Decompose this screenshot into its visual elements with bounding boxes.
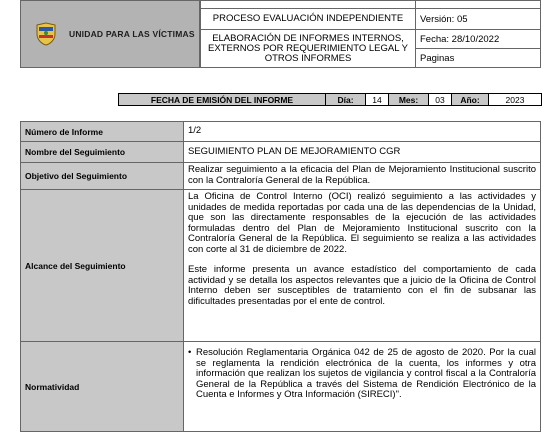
org-logo-cell [20, 0, 200, 68]
regulations-label: Normatividad [21, 342, 184, 431]
process-name: PROCESO EVALUACIÓN INDEPENDIENTE [200, 8, 416, 30]
objective-row [20, 163, 541, 190]
header-top-blank-right [415, 0, 541, 8]
regulations-value [184, 342, 540, 431]
report-number-row [20, 121, 541, 142]
header-top-blank [200, 0, 416, 8]
day-value: 14 [366, 94, 389, 105]
version-label: Versión: 05 [415, 8, 541, 30]
day-label: Día: [326, 94, 366, 105]
scope-row [20, 190, 541, 342]
scope-label: Alcance del Seguimiento [21, 190, 184, 341]
month-label: Mes: [389, 94, 429, 105]
year-label: Año: [452, 94, 489, 105]
regulation-list-item [188, 348, 536, 401]
procedure-name: ELABORACIÓN DE INFORMES INTERNOS, EXTERNOS POR REQUERIMIENTO LEGAL Y OTROS INFORMES [200, 29, 416, 68]
tracking-name-row [20, 142, 541, 163]
report-number-label: Número de Informe [21, 122, 184, 141]
scope-paragraph-1: La Oficina de Control Interno (OCI) realizó seguimiento a las actividades y unidades de medida reportadas por cada una de las dependencias de la Unidad, que son las directamente responsables de la ejecución de las actividades formuladas dentro del Plan de Mejoramiento Institucional suscrito con la Contraloría General de la República. El seguimiento se realiza a las actividades con corte al 31 de diciembre de 2022. [188, 191, 536, 255]
regulation-text: Resolución Reglamentaria Orgánica 042 de 25 de agosto de 2020. Por la cual se reglamenta la rendición electrónica de la cuenta, los informes y otra información que realizan los sujetos de vigilancia y control fiscal a la Contraloría General de la República a través del Sistema de Rendición Electrónico de la Cuenta e Informes y Otra Información (SIRECI)". [196, 347, 536, 400]
month-value: 03 [429, 94, 452, 105]
pages-label: Paginas [415, 48, 541, 68]
objective-label: Objetivo del Seguimiento [21, 163, 184, 189]
emission-date-row [118, 93, 542, 106]
emission-label: FECHA DE EMISIÓN DEL INFORME [119, 94, 326, 105]
date-label: Fecha: 28/10/2022 [415, 29, 541, 49]
tracking-name-label: Nombre del Seguimiento [21, 142, 184, 162]
objective-value: Realizar seguimiento a la eficacia del Plan de Mejoramiento Institucional suscrito con la Contraloría General de la República. [188, 164, 536, 186]
scope-value [184, 190, 540, 341]
bullet-icon: • [188, 347, 192, 358]
scope-paragraph-2: Este informe presenta un avance estadístico del comportamiento de cada actividad y se detalla los aspectos relevantes que a juicio de la Oficina de Control Interno deben ser susceptibles de tratamiento con el fin de subsanar las dificultades presentadas por el ente de control. [188, 264, 536, 307]
year-value: 2023 [505, 94, 525, 105]
report-number-value: 1/2 [188, 125, 202, 137]
shield-emblem-icon [35, 22, 57, 46]
tracking-name-value: SEGUIMIENTO PLAN DE MEJORAMIENTO CGR [188, 145, 401, 157]
regulations-row [20, 342, 541, 432]
org-name: UNIDAD PARA LAS VÍCTIMAS [69, 29, 195, 39]
